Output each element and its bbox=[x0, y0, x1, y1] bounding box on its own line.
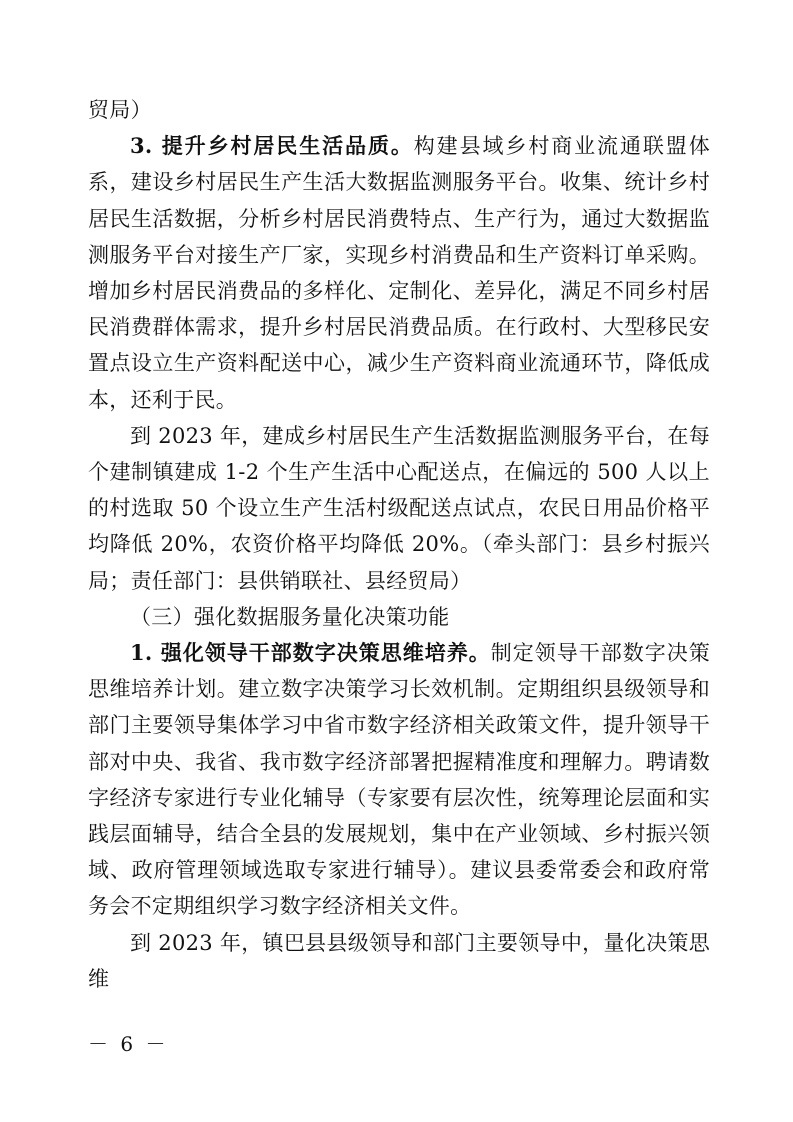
paragraph-text: 构建县域乡村商业流通联盟体系，建设乡村居民生产生活大数据监测服务平台。收集、统计乡村居民生活数据，分析乡村居民消费特点、生产行为，通过大数据监测服务平台对接生产厂家，实现乡村消费品和生产资料订单采购。增加乡村居民消费品的多样化、定制化、差异化，满足不同乡村居民消费群体需求，提升乡村居民消费品质。在行政村、大型移民安置点设立生产资料配送中心，减少生产资料商业流通环节，降低成本，还利于民。 bbox=[88, 134, 710, 412]
paragraph-lead: 1. 强化领导干部数字决策思维培养。 bbox=[130, 640, 491, 666]
paragraph-improve-rural-life bbox=[88, 128, 710, 418]
paragraph-lead: 3. 提升乡村居民生活品质。 bbox=[130, 133, 414, 159]
paragraph-continuation bbox=[88, 92, 710, 128]
paragraph-text: 贸局） bbox=[88, 98, 152, 122]
paragraph-text: 到 2023 年，建成乡村居民生产生活数据监测服务平台，在每个建制镇建成 1-2 个生产生活中心配送点，在偏远的 500 人以上的村选取 50 个设立生产生活村级配送点试点，农民日用品价格平均降低 20%，农资价格平均降低 20%。（牵头部门：县乡村振兴局；责任部门：县供销联社、县经贸局） bbox=[88, 423, 710, 593]
heading-text: （三）强化数据服务量化决策功能 bbox=[130, 604, 450, 629]
paragraph-2023-target-rural bbox=[88, 418, 710, 599]
paragraph-text: 到 2023 年，镇巴县县级领导和部门主要领导中，量化决策思维 bbox=[88, 930, 710, 991]
paragraph-leader-training bbox=[88, 635, 710, 925]
document-body bbox=[88, 92, 710, 997]
paragraph-text: 制定领导干部数字决策思维培养计划。建立数字决策学习长效机制。定期组织县级领导和部门主要领导集体学习中省市数字经济相关政策文件，提升领导干部对中央、我省、我市数字经济部署把握精准度和理解力。聘请数字经济专家进行专业化辅导（专家要有层次性，统筹理论层面和实践层面辅导，结合全县的发展规划，集中在产业领域、乡村振兴领域、政府管理领域选取专家进行辅导）。建议县委常委会和政府常务会不定期组织学习数字经济相关文件。 bbox=[88, 641, 710, 919]
paragraph-2023-target-leaders bbox=[88, 925, 710, 997]
section-heading bbox=[88, 599, 710, 635]
page-number: － 6 － bbox=[88, 1032, 169, 1056]
